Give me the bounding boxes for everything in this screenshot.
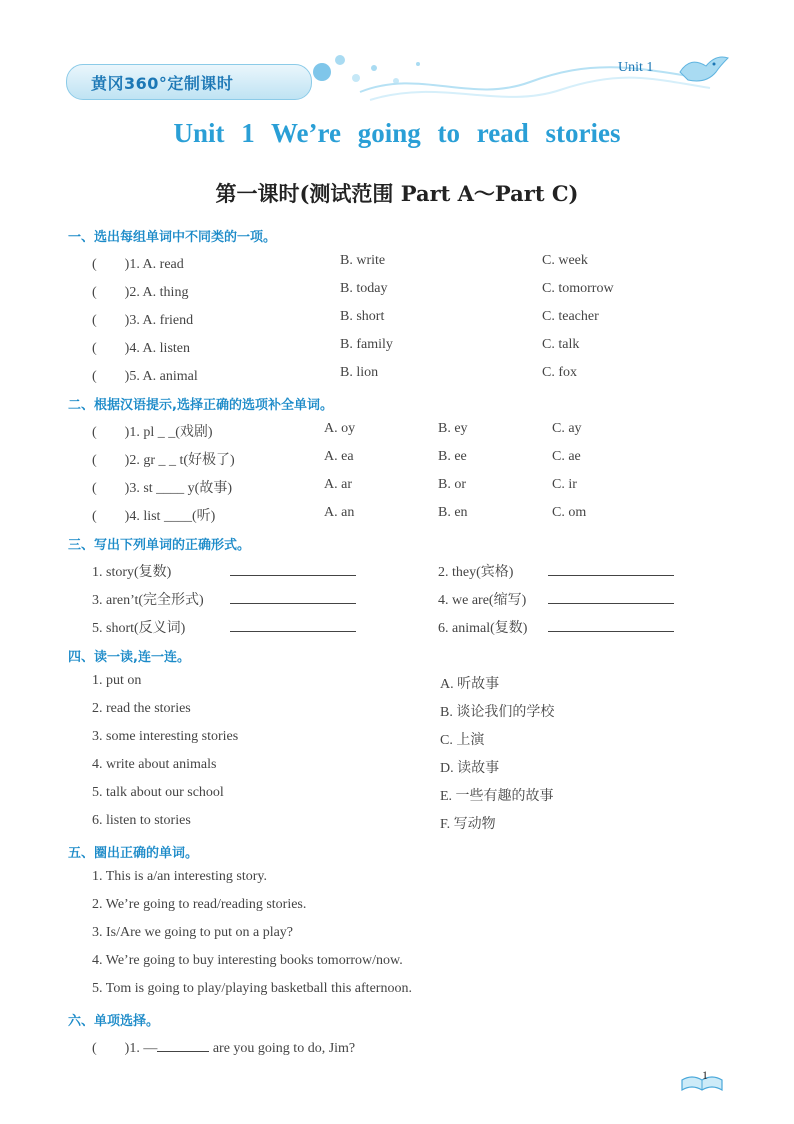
section-6-heading: 六、单项选择。: [68, 1014, 160, 1029]
s6-q1-prefix: ( )1. —: [92, 1041, 158, 1056]
s1-q3-b: B. short: [340, 309, 385, 324]
s6-q1-blank[interactable]: [157, 1039, 209, 1052]
s1-q4: ( )4. A. listen: [92, 341, 190, 356]
s1-q1: ( )1. A. read: [92, 257, 184, 272]
s5-item-5: 5. Tom is going to play/playing basketball this afternoon.: [92, 981, 412, 996]
s3-item-2-blank[interactable]: [548, 563, 674, 576]
section-3-heading: 三、写出下列单词的正确形式。: [68, 538, 251, 553]
s2-q4-a: A. an: [324, 505, 355, 520]
s2-q1-c: C. ay: [552, 421, 582, 436]
s2-q3-c: C. ir: [552, 477, 577, 492]
s2-q2: ( )2. gr _ _ t(好极了): [92, 453, 235, 468]
s3-item-4-blank[interactable]: [548, 591, 674, 604]
s3-item-4: 4. we are(缩写): [438, 593, 527, 608]
s3-item-6-blank[interactable]: [548, 619, 674, 632]
s2-q3-a: A. ar: [324, 477, 352, 492]
s4-right-a: A. 听故事: [440, 677, 500, 692]
s4-right-f: F. 写动物: [440, 817, 496, 832]
s1-q1-c: C. week: [542, 253, 588, 268]
s5-item-3: 3. Is/Are we going to put on a play?: [92, 925, 294, 940]
s5-item-2: 2. We’re going to read/reading stories.: [92, 897, 307, 912]
unit-tag: Unit 1: [618, 60, 654, 75]
s4-right-d: D. 读故事: [440, 761, 500, 776]
s5-item-4: 4. We’re going to buy interesting books tomorrow/now.: [92, 953, 403, 968]
s2-q1-b: B. ey: [438, 421, 468, 436]
bird-icon: [676, 52, 730, 88]
section-2-heading: 二、根据汉语提示,选择正确的选项补全单词。: [68, 398, 333, 413]
s3-item-6: 6. animal(复数): [438, 621, 528, 636]
section-1-heading: 一、选出每组单词中不同类的一项。: [68, 230, 277, 245]
s2-q4: ( )4. list ____(听): [92, 509, 216, 524]
s4-left-3: 3. some interesting stories: [92, 729, 239, 744]
s6-q1-suffix: are you going to do, Jim?: [212, 1041, 356, 1056]
s2-q3: ( )3. st ____ y(故事): [92, 481, 232, 496]
s2-q2-b: B. ee: [438, 449, 467, 464]
s3-item-3-blank[interactable]: [230, 591, 356, 604]
s1-q3-c: C. teacher: [542, 309, 599, 324]
s1-q4-b: B. family: [340, 337, 393, 352]
page-number: 1: [702, 1068, 708, 1082]
s1-q5: ( )5. A. animal: [92, 369, 198, 384]
header-bubbles-decoration: [300, 48, 740, 118]
brand-title: 黄冈360°定制课时: [91, 74, 234, 93]
s2-q4-b: B. en: [438, 505, 468, 520]
s2-q2-c: C. ae: [552, 449, 581, 464]
section-4-heading: 四、读一读,连一连。: [68, 650, 190, 665]
s1-q2-b: B. today: [340, 281, 388, 296]
s3-item-5: 5. short(反义词): [92, 621, 186, 636]
s3-item-5-blank[interactable]: [230, 619, 356, 632]
s4-left-5: 5. talk about our school: [92, 785, 224, 800]
s2-q2-a: A. ea: [324, 449, 354, 464]
s2-q1-a: A. oy: [324, 421, 356, 436]
s4-right-b: B. 谈论我们的学校: [440, 705, 555, 720]
s3-item-1-blank[interactable]: [230, 563, 356, 576]
s4-right-c: C. 上演: [440, 733, 485, 748]
s1-q5-b: B. lion: [340, 365, 379, 380]
s3-item-3: 3. aren’t(完全形式): [92, 593, 204, 608]
s1-q5-c: C. fox: [542, 365, 577, 380]
s5-item-1: 1. This is a/an interesting story.: [92, 869, 267, 884]
s4-left-4: 4. write about animals: [92, 757, 217, 772]
s1-q3: ( )3. A. friend: [92, 313, 194, 328]
page-subtitle: 第一课时(测试范围 Part A～Part C): [215, 181, 579, 206]
s4-left-1: 1. put on: [92, 673, 142, 688]
s1-q2-c: C. tomorrow: [542, 281, 614, 296]
page-title: Unit 1 We’re going to read stories: [173, 118, 621, 148]
s1-q2: ( )2. A. thing: [92, 285, 189, 300]
s1-q1-b: B. write: [340, 253, 386, 268]
s2-q3-b: B. or: [438, 477, 466, 492]
section-5-heading: 五、圈出正确的单词。: [68, 846, 199, 861]
s4-left-6: 6. listen to stories: [92, 813, 191, 828]
s2-q4-c: C. om: [552, 505, 587, 520]
s6-q1: [92, 1037, 355, 1057]
s3-item-2: 2. they(宾格): [438, 565, 514, 580]
s3-item-1: 1. story(复数): [92, 565, 172, 580]
brand-banner: [66, 64, 312, 100]
s4-left-2: 2. read the stories: [92, 701, 191, 716]
s1-q4-c: C. talk: [542, 337, 580, 352]
s2-q1: ( )1. pl _ _(戏剧): [92, 425, 213, 440]
s4-right-e: E. 一些有趣的故事: [440, 789, 554, 804]
